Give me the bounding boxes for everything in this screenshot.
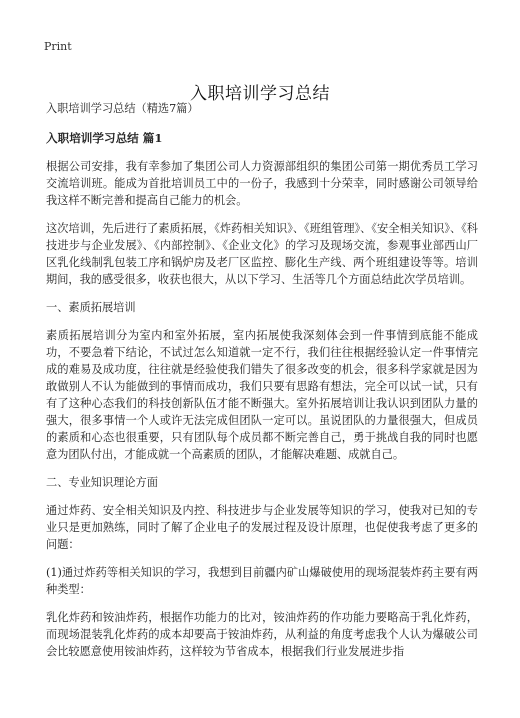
sub-heading: 二、专业知识理论方面 (46, 476, 158, 489)
page-title: 入职培训学习总结 (190, 84, 330, 105)
paragraph: 根据公司安排，我有幸参加了集团公司人力资源部组织的集团公司第一期优秀员工学习交流培训班。能成为首批培训员工中的一份子，我感到十分荣幸，同时感谢公司领导给我这样不断完善和提高自己能力的机会。 (46, 160, 478, 207)
paragraph: 通过炸药、安全相关知识及内控、科技进步与企业发展等知识的学习，使我对已知的专业只是更加熟练，同时了解了企业电子的发展过程及设计原理，也促使我考虑了更多的问题： (46, 504, 478, 551)
paragraph: (1)通过炸药等相关知识的学习，我想到目前疆内矿山爆破使用的现场混装炸药主要有两种类型： (46, 566, 478, 596)
paragraph: 乳化炸药和铵油炸药，根据作功能力的比对，铵油炸药的作功能力要略高于乳化炸药，而现场混装乳化炸药的成本却要高于铵油炸药，从利益的角度考虑我个人认为爆破公司会比较愿意使用铵油炸药，这样较为节省成本，根据我们行业发展进步指 (46, 611, 478, 658)
section-heading: 入职培训学习总结 篇1 (46, 131, 163, 145)
document-subtitle: 入职培训学习总结（精选7篇） (46, 102, 199, 115)
sub-heading: 一、素质拓展培训 (46, 301, 136, 314)
paragraph: 这次培训，先后进行了素质拓展，《炸药相关知识》、《班组管理》、《安全相关知识》、《科技进步与企业发展》、《内部控制》、《企业文化》的学习及现场交流，参观事业部西山厂区乳化线制乳包装工序和锅炉房及老厂区监控、膨化生产线、两个班组建设等等。培训期间，我的感受很多，收获也很大，从以下学习、生活等几个方面总结此次学员培训。 (46, 222, 478, 286)
print-link[interactable]: Print (44, 40, 72, 53)
document-body (46, 100, 478, 671)
paragraph: 素质拓展培训分为室内和室外拓展，室内拓展使我深刻体会到一件事情到底能不能成功，不要急着下结论，不试过怎么知道就一定不行，我们往往根据经验认定一件事情完成的难易及成功度，往往就是经验使我们错失了很多改变的机会，很多科学家就是因为敢做别人不认为能做到的事情而成功，我们只要有思路有想法，完全可以试一试，只有有了这种心态我们的科技创新队伍才能不断强大。室外拓展培训让我认识到团队力量的强大，很多事情一个人或许无法完成但团队一定可以。虽说团队的力量很强大，但成员的素质和心态也很重要，只有团队每个成员都不断完善自己，勇于挑战自我的同时也愿意为团队付出，才能成就一个高素质的团队，才能解决难题、成就自己。 (46, 329, 478, 461)
